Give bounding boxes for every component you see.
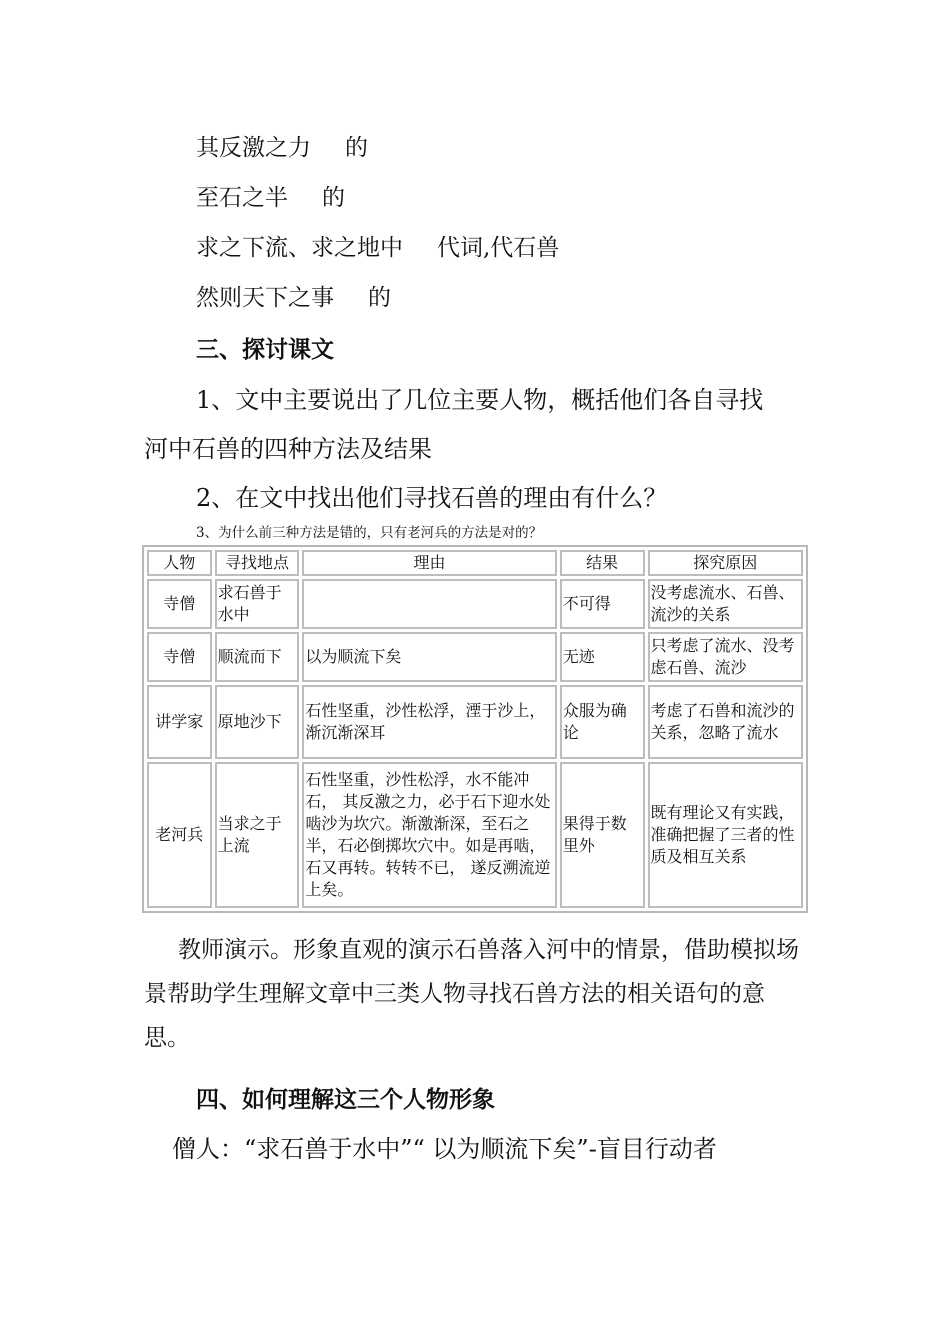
table-cell: 顺流而下 [215,632,300,682]
question-1-continued: 河中石兽的四种方法及结果 [144,435,432,463]
table-cell: 众服为确论 [560,685,645,759]
meaning: 的 [368,285,391,311]
table-cell: 讲学家 [147,685,212,759]
header-cell: 探究原因 [648,550,803,576]
list-item [196,133,368,163]
list-item [196,233,559,263]
phrase: 求之下流、求之地中 [196,235,403,261]
table-cell: 只考虑了流水、没考虑石兽、流沙 [648,632,803,682]
phrase: 然则天下之事 [196,285,334,311]
header-cell: 结果 [560,550,645,576]
table-cell: 不可得 [560,579,645,629]
table-cell: 石性坚重，沙性松浮，湮于沙上，渐沉渐深耳 [302,685,556,759]
table-row [147,762,803,908]
table-cell: 老河兵 [147,762,212,908]
list-item [196,183,345,213]
table-cell: 石性坚重，沙性松浮，水不能冲石， 其反激之力，必于石下迎水处啮沙为坎穴。渐激渐深，至石之半，石必倒掷坎穴中。如是再啮，石又再转。转转不已， 遂反溯流逆上矣。 [302,762,556,908]
table-cell: 求石兽于水中 [215,579,300,629]
table-row [147,579,803,629]
monk-analysis: 僧人：“求石兽于水中”“ 以为顺流下矣”-盲目行动者 [172,1135,717,1163]
table-cell: 没考虑流水、石兽、流沙的关系 [648,579,803,629]
header-cell: 理由 [302,550,556,576]
table-cell: 寺僧 [147,632,212,682]
question-3: 3、为什么前三种方法是错的，只有老河兵的方法是对的？ [196,525,543,541]
table-cell [302,579,556,629]
table-row [147,685,803,759]
section-heading: 四、如何理解这三个人物形象 [196,1087,495,1113]
meaning: 的 [345,135,368,161]
meaning: 代词,代石兽 [437,235,560,261]
table-cell: 既有理论又有实践，准确把握了三者的性质及相互关系 [648,762,803,908]
list-item [196,283,391,313]
table-cell: 果得于数里外 [560,762,645,908]
phrase: 其反激之力 [196,135,311,161]
header-cell: 寻找地点 [215,550,300,576]
phrase: 至石之半 [196,185,288,211]
teacher-demo-paragraph: 教师演示。形象直观的演示石兽落入河中的情景，借助模拟场景帮助学生理解文章中三类人物寻找石兽方法的相关语句的意思。 [144,937,799,1051]
header-cell: 人物 [147,550,212,576]
meaning: 的 [322,185,345,211]
table-cell: 无迹 [560,632,645,682]
question-1: 1、文中主要说出了几位主要人物，概括他们各自寻找 [196,386,764,414]
section-heading: 三、探讨课文 [196,337,334,363]
table-header-row [147,550,803,576]
table-cell: 以为顺流下矣 [302,632,556,682]
table-cell: 原地沙下 [215,685,300,759]
table-row [147,632,803,682]
table-cell: 考虑了石兽和流沙的关系，忽略了流水 [648,685,803,759]
question-2: 2、在文中找出他们寻找石兽的理由有什么？ [196,484,668,512]
table-cell: 当求之于上流 [215,762,300,908]
analysis-table [142,545,808,913]
table-cell: 寺僧 [147,579,212,629]
